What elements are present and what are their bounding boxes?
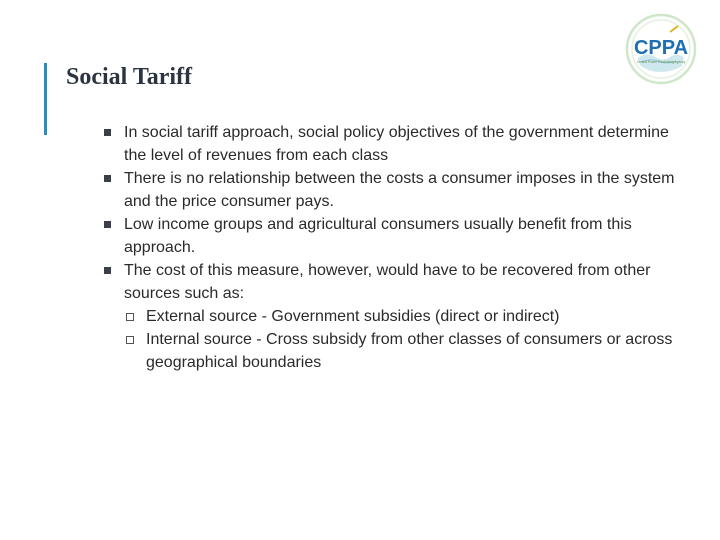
- bullet-text: There is no relationship between the costs a consumer imposes in the system and the price consumer pays.: [124, 170, 675, 210]
- bullet-text: In social tariff approach, social policy objectives of the government determine the level of revenues from each class: [124, 124, 669, 164]
- square-bullet-icon: [104, 267, 111, 274]
- sub-bullet-item: [124, 305, 682, 328]
- sub-bullet-text: External source - Government subsidies (direct or indirect): [146, 308, 560, 325]
- bullet-text: Low income groups and agricultural consumers usually benefit from this approach.: [124, 216, 632, 256]
- bullet-list: [102, 121, 682, 374]
- slide-title: Social Tariff: [66, 64, 193, 90]
- square-bullet-icon: [104, 129, 111, 136]
- square-bullet-icon: [104, 175, 111, 182]
- cppa-logo: [624, 12, 698, 86]
- bullet-item: [102, 167, 682, 213]
- logo-tagline: Central Power Purchasing Agency: [636, 60, 686, 64]
- bullet-item: [102, 259, 682, 374]
- sub-bullet-item: [124, 328, 682, 374]
- bullet-text: The cost of this measure, however, would have to be recovered from other sources such as:: [124, 262, 651, 302]
- bullet-item: [102, 121, 682, 167]
- square-bullet-icon: [104, 221, 111, 228]
- logo-text: CPPA: [633, 37, 689, 59]
- slide-body: [102, 121, 682, 374]
- sub-bullet-text: Internal source - Cross subsidy from other classes of consumers or across geographical boundaries: [146, 331, 673, 371]
- hollow-square-bullet-icon: [126, 313, 134, 321]
- hollow-square-bullet-icon: [126, 336, 134, 344]
- accent-bar: [44, 63, 47, 135]
- bullet-item: [102, 213, 682, 259]
- sub-bullet-list: [124, 305, 682, 374]
